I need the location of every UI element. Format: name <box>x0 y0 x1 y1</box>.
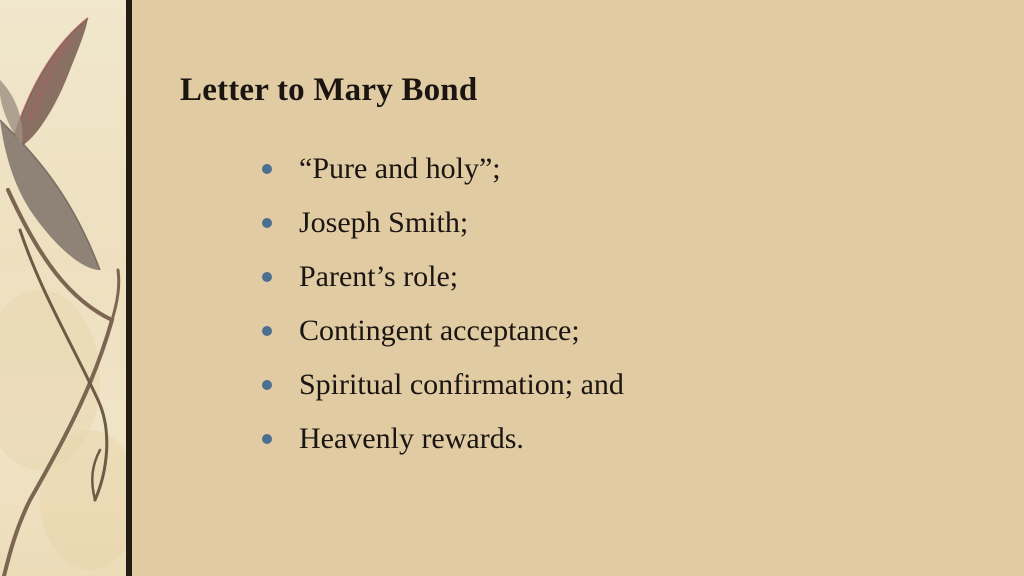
slide-title: Letter to Mary Bond <box>180 72 478 108</box>
bullet-list <box>262 142 624 466</box>
panel-divider <box>126 0 132 576</box>
bullet-item <box>262 412 624 466</box>
bullet-text: Spiritual confirmation; and <box>299 368 624 401</box>
bullet-dot-icon <box>262 380 272 390</box>
bullet-text: Heavenly rewards. <box>299 422 524 455</box>
bullet-item <box>262 196 624 250</box>
bullet-text: Contingent acceptance; <box>299 314 580 347</box>
bullet-item <box>262 358 624 412</box>
bullet-dot-icon <box>262 326 272 336</box>
bullet-dot-icon <box>262 218 272 228</box>
bullet-item <box>262 250 624 304</box>
decorative-side-panel <box>0 0 126 576</box>
bullet-item <box>262 142 624 196</box>
bullet-text: Parent’s role; <box>299 260 459 293</box>
bullet-text: Joseph Smith; <box>299 206 469 239</box>
bullet-dot-icon <box>262 164 272 174</box>
bullet-dot-icon <box>262 434 272 444</box>
dried-leaf-illustration <box>0 0 126 576</box>
bullet-dot-icon <box>262 272 272 282</box>
bullet-item <box>262 304 624 358</box>
bullet-text: “Pure and holy”; <box>299 152 501 185</box>
